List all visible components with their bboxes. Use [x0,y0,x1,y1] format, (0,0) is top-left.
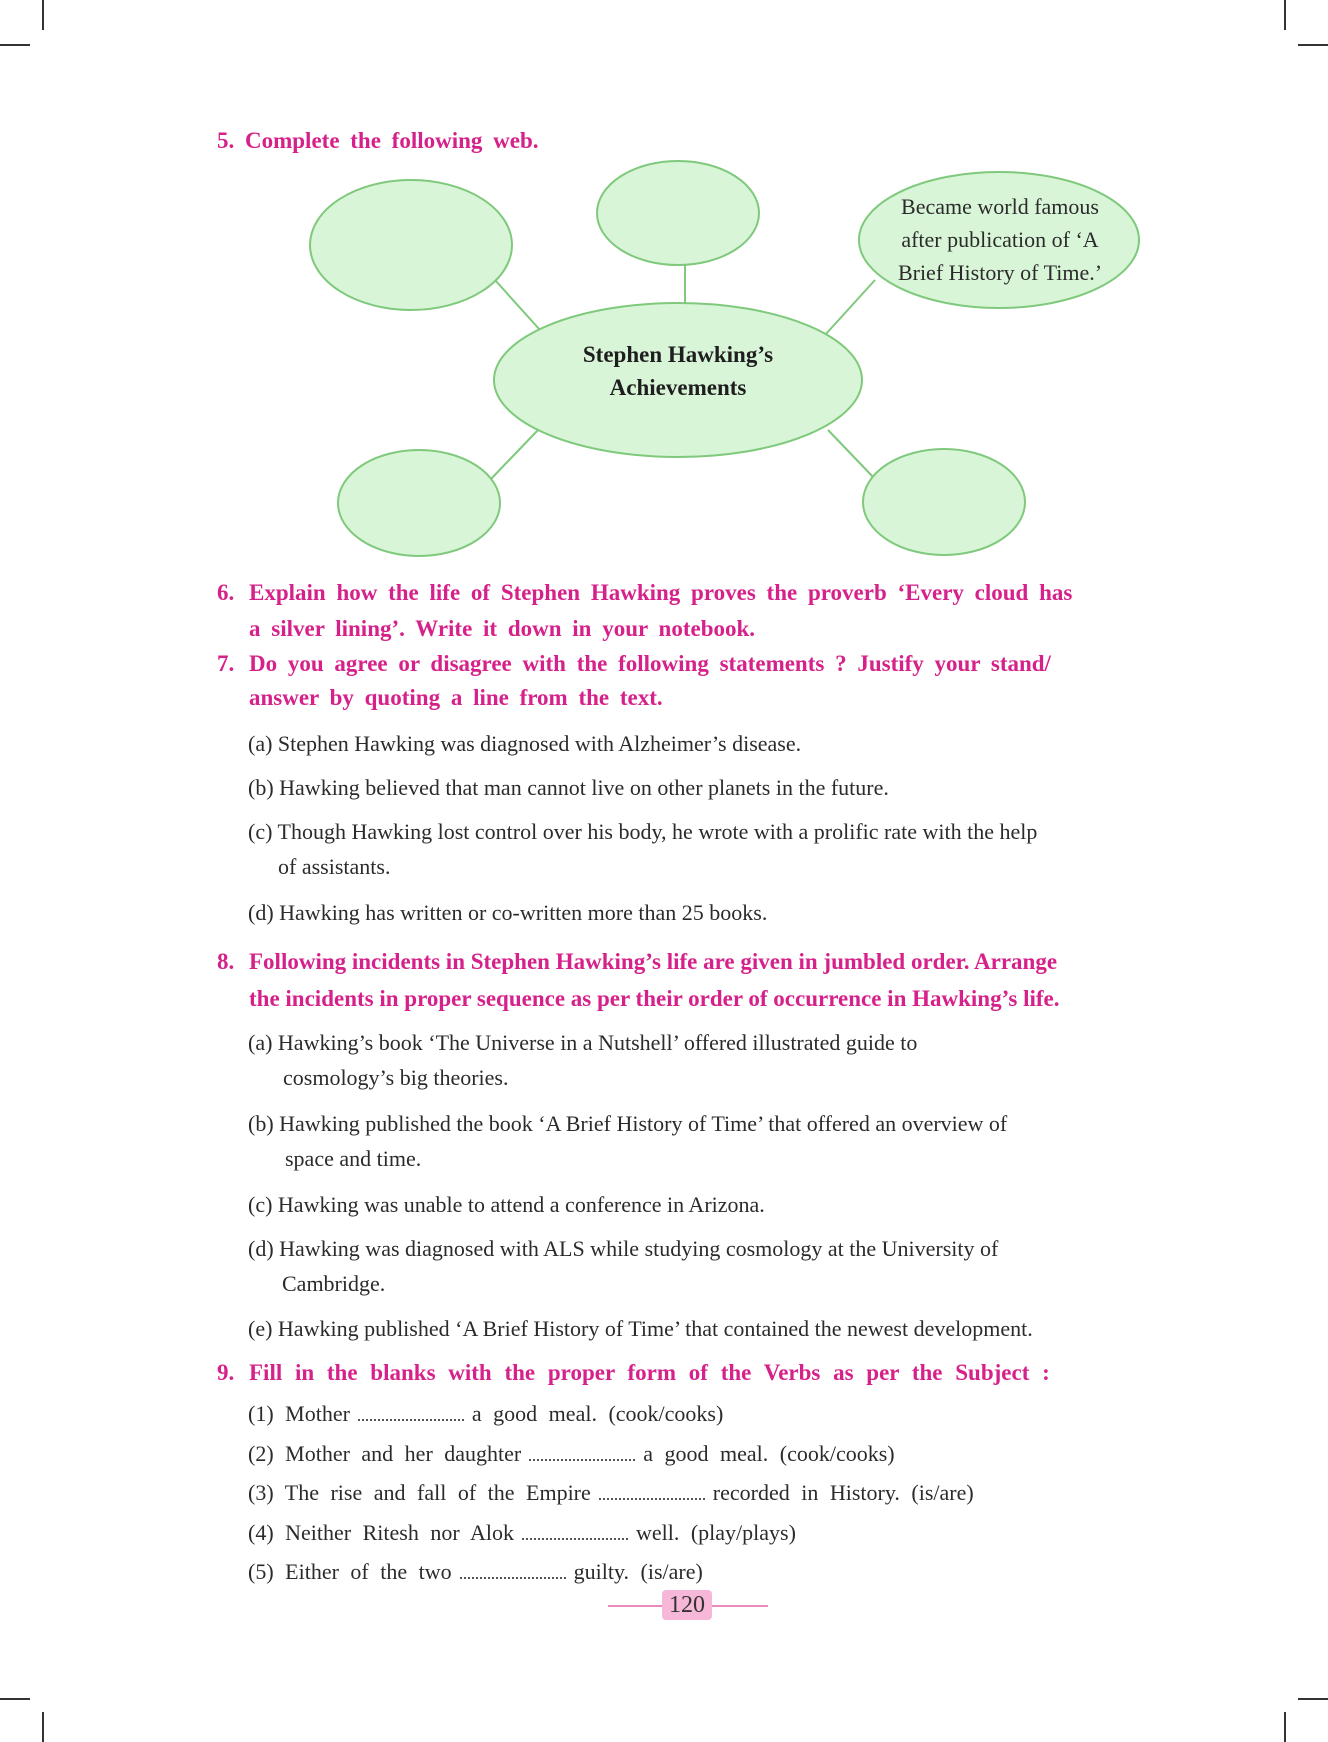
item-text: Stephen Hawking was diagnosed with Alzheimer’s disease. [277,731,802,756]
crop-mark [1298,1698,1328,1700]
item-label: (b) [248,775,274,800]
item-text-cont: of assistants. [278,854,391,879]
question-text: a silver lining’. Write it down in your notebook. [249,616,756,641]
item-label: (2) [248,1441,274,1466]
bubble-bottom-left[interactable] [338,450,500,556]
question-text: Complete the following web. [245,128,539,153]
item-label: (a) [248,1030,273,1055]
item-text: Hawking was diagnosed with ALS while studying cosmology at the University of [279,1236,999,1261]
item-label: (c) [248,1192,273,1217]
item-text-cont: Cambridge. [282,1271,386,1296]
question-7 [217,646,1157,716]
connector-bottom-right [828,430,875,479]
item-label: (3) [248,1480,274,1505]
bubble-text-line: after publication of ‘A [901,227,1099,252]
page-number-rule [608,1605,664,1607]
center-title [550,338,806,404]
item-text: Hawking was unable to attend a conference in Arizona. [277,1192,765,1217]
list-item [248,1105,1168,1177]
fill-blank-item [248,1553,1168,1590]
bubble-text-line: Became world famous [901,194,1099,219]
connector-top-right [825,280,875,335]
blank-field[interactable] [599,1484,705,1500]
question-number: 7. [217,651,235,676]
blank-field[interactable] [358,1405,464,1421]
item-text: Hawking published the book ‘A Brief History of Time’ that offered an overview of [279,1111,1008,1136]
item-label: (c) [248,819,273,844]
list-item [248,813,1168,885]
item-label: (1) [248,1401,274,1426]
item-text: Neither Ritesh nor Alok [285,1520,514,1545]
connector-bottom-left [490,430,538,480]
crop-mark [0,1698,30,1700]
question-text: Fill in the blanks with the proper form of the Verbs as per the Subject : [249,1360,1050,1385]
crop-mark [1284,0,1286,30]
item-text: a good meal. (cook/cooks) [643,1441,895,1466]
connector-top-left [495,280,540,330]
item-text: Hawking published ‘A Brief History of Time’ that contained the newest development. [277,1316,1033,1341]
list-item [248,894,1168,931]
list-item [248,1230,1168,1302]
question-number: 5. [217,128,235,153]
bubble-top-left[interactable] [310,180,512,310]
item-text: Hawking believed that man cannot live on other planets in the future. [279,775,889,800]
fill-blank-item [248,1514,1168,1551]
bubble-top[interactable] [597,161,759,265]
item-label: (4) [248,1520,274,1545]
question-number: 9. [217,1360,235,1385]
fill-blank-item [248,1395,1168,1432]
list-item [248,725,1168,762]
item-text: Mother [285,1401,350,1426]
page-number-text: 120 [669,1592,705,1618]
item-label: (5) [248,1559,274,1584]
achievements-web [300,155,1160,565]
crop-mark [42,1712,44,1742]
list-item [248,1186,1168,1223]
item-text: Hawking has written or co-written more than 25 books. [279,900,768,925]
item-text: well. (play/plays) [635,1520,796,1545]
question-number: 8. [217,949,235,974]
question-number: 6. [217,580,235,605]
question-text: answer by quoting a line from the text. [249,685,663,710]
item-label: (d) [248,1236,274,1261]
crop-mark [0,44,30,46]
fill-blank-item [248,1474,1168,1511]
item-text: recorded in History. (is/are) [712,1480,974,1505]
list-item [248,769,1168,806]
question-6 [217,575,1157,647]
center-title-line: Stephen Hawking’s [582,342,774,367]
item-text-cont: space and time. [285,1146,422,1171]
list-item [248,1310,1168,1347]
item-text: Hawking’s book ‘The Universe in a Nutshell’ offered illustrated guide to [277,1030,918,1055]
crop-mark [1298,44,1328,46]
question-5 [217,123,1157,159]
item-text: guilty. (is/are) [573,1559,703,1584]
bubble-bottom-right[interactable] [863,449,1025,555]
center-title-line: Achievements [609,375,747,400]
item-label: (d) [248,900,274,925]
blank-field[interactable] [522,1524,628,1540]
page-number-rule [710,1605,768,1607]
crop-mark [1284,1712,1286,1742]
item-text: The rise and fall of the Empire [284,1480,591,1505]
item-text: Either of the two [285,1559,452,1584]
bubble-top-right-text [870,190,1130,289]
question-9 [217,1355,1157,1391]
question-8 [217,944,1157,1017]
blank-field[interactable] [529,1445,635,1461]
question-text: Following incidents in Stephen Hawking’s life are given in jumbled order. Arrange [249,949,1058,974]
item-text: Though Hawking lost control over his body, he wrote with a prolific rate with the help [277,819,1038,844]
bubble-text-line: Brief History of Time.’ [897,260,1103,285]
question-text: Explain how the life of Stephen Hawking proves the proverb ‘Every cloud has [249,580,1073,605]
blank-field[interactable] [460,1563,566,1579]
fill-blank-item [248,1435,1168,1472]
crop-mark [42,0,44,30]
question-text: Do you agree or disagree with the following statements ? Justify your stand/ [249,651,1051,676]
item-label: (e) [248,1316,273,1341]
item-label: (b) [248,1111,274,1136]
item-text-cont: cosmology’s big theories. [283,1065,509,1090]
item-text: Mother and her daughter [285,1441,522,1466]
question-text: the incidents in proper sequence as per their order of occurrence in Hawking’s life. [249,986,1060,1011]
item-label: (a) [248,731,273,756]
item-text: a good meal. (cook/cooks) [471,1401,724,1426]
page-number [600,1588,770,1624]
list-item [248,1024,1168,1096]
